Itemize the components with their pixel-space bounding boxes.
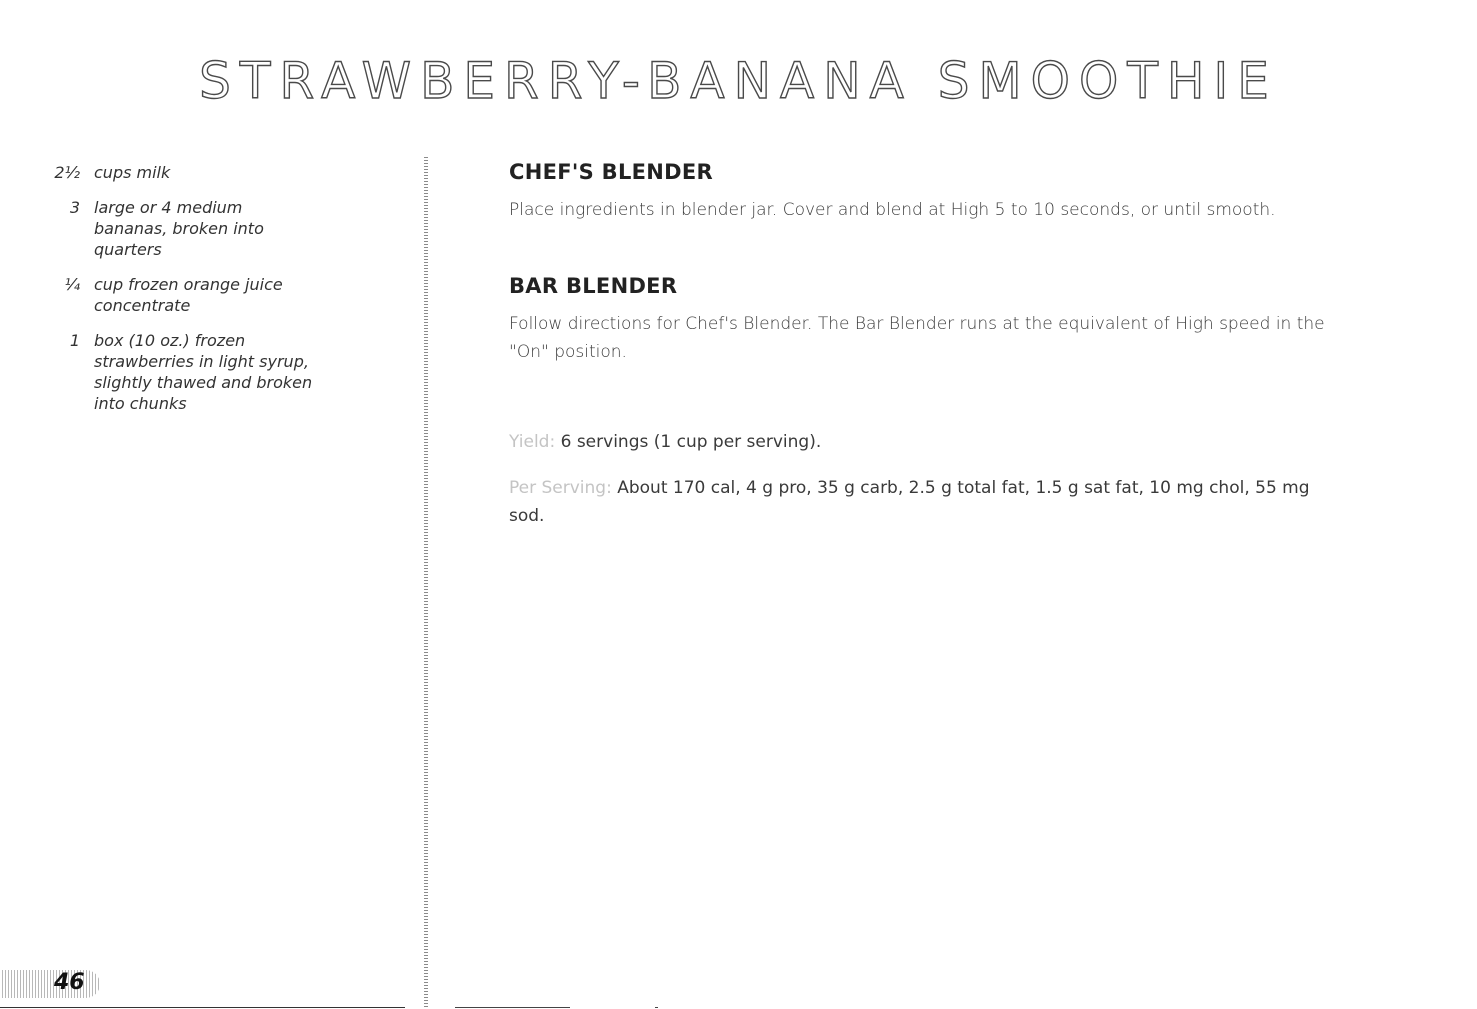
ingredient-description: cups milk [94,163,171,182]
ingredient-quantity: 3 [69,198,80,217]
recipe-title: STRAWBERRY-BANANA SMOOTHIE [199,52,1278,110]
chefs-blender-section [509,160,1329,224]
instructions [509,160,1329,548]
bar-blender-heading: BAR BLENDER [509,274,678,298]
ingredient-quantity: 1 [69,331,80,350]
bar-blender-text: Follow directions for Chef's Blender. The Bar Blender runs at the equivalent of High speed in the "On" position. [509,314,1325,362]
per-serving-text: About 170 cal, 4 g pro, 35 g carb, 2.5 g total fat, 1.5 g sat fat, 10 mg chol, 55 mg sod. [509,478,1310,526]
footer-rule [655,1007,658,1008]
ingredient-item [40,197,400,260]
ingredient-description: cup frozen orange juice concentrate [94,275,283,315]
yield-row [509,428,1329,456]
bar-blender-section [509,274,1329,366]
chefs-blender-heading: CHEF'S BLENDER [509,160,713,184]
per-serving-label: Per Serving: [509,478,612,498]
ingredient-item [40,162,400,183]
yield-text: 6 servings (1 cup per serving). [560,432,822,452]
footer-rule [455,1007,570,1008]
yield-label: Yield: [509,432,556,452]
ingredient-quantity: 2½ [54,163,80,182]
ingredient-description: large or 4 medium bananas, broken into quarters [94,198,264,259]
page-number-badge [2,970,100,998]
ingredient-description: box (10 oz.) frozen strawberries in light syrup, slightly thawed and broken into chunks [94,331,313,413]
ingredients-list [40,162,400,428]
nutrition-info [509,428,1329,530]
chefs-blender-text: Place ingredients in blender jar. Cover and blend at High 5 to 10 seconds, or until smooth. [509,200,1276,220]
per-serving-row [509,474,1329,530]
ingredient-quantity: ¼ [64,275,80,294]
column-divider [424,157,428,1007]
ingredient-item [40,274,400,316]
page-number: 46 [54,970,85,995]
footer-rule [0,1007,405,1008]
ingredient-item [40,330,400,414]
